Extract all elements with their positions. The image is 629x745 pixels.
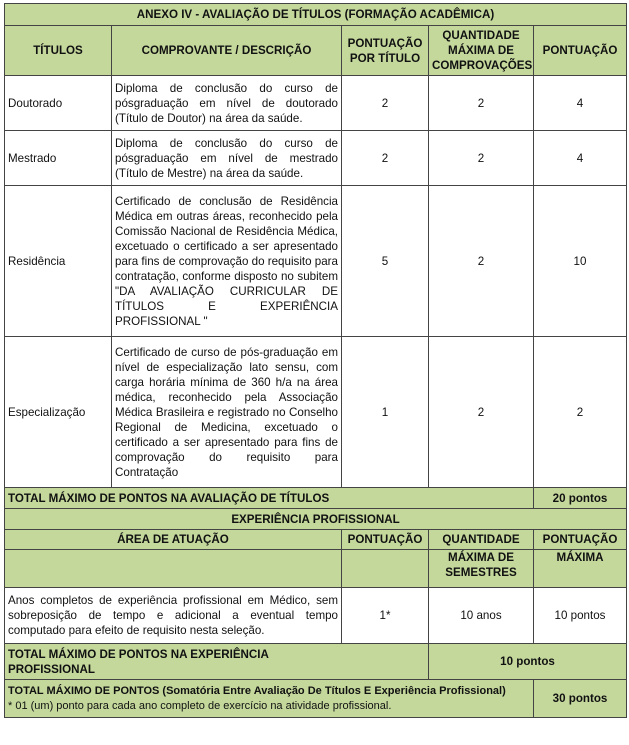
experiencia-maxima: 10 pontos <box>534 588 627 644</box>
row-pontuacao: 10 <box>534 186 627 337</box>
row-descricao: Certificado de curso de pós-graduação em nível de especialização lato sensu, com carga horária mínima de 360 h/a na área médica, reconhecido pela Associação Médica Brasileira e registrado no Conselho Regional de Medicina, excetuado o certificado a ser apresentado para fins de comprovação do requisito para Contratação <box>112 337 342 488</box>
header-maxima-semestres: MÁXIMA DE SEMESTRES <box>429 550 534 588</box>
row-pontuacao-por-titulo: 1 <box>342 337 429 488</box>
header-comprovante: COMPROVANTE / DESCRIÇÃO <box>112 26 342 76</box>
row-quantidade: 2 <box>429 76 534 131</box>
experiencia-descricao: Anos completos de experiência profissional em Médico, sem sobreposição de tempo e adicional a eventual tempo computado para efeito de requisito nesta seleção. <box>5 588 342 644</box>
table-row <box>5 131 627 186</box>
row-titulo: Residência <box>5 186 112 337</box>
row-descricao: Diploma de conclusão do curso de pósgraduação em nível de doutorado (Título de Doutor) na área da saúde. <box>112 76 342 131</box>
annex-title: ANEXO IV - AVALIAÇÃO DE TÍTULOS (FORMAÇÃO ACADÊMICA) <box>5 4 627 26</box>
header-area-atuacao: ÁREA DE ATUAÇÃO <box>5 530 342 550</box>
header-pontuacao-por-titulo: PONTUAÇÃO POR TÍTULO <box>342 26 429 76</box>
total-geral-value: 30 pontos <box>534 680 627 718</box>
row-quantidade: 2 <box>429 337 534 488</box>
row-pontuacao: 2 <box>534 337 627 488</box>
header-exp-quantidade: QUANTIDADE <box>429 530 534 550</box>
total-geral-note: * 01 (um) ponto para cada ano completo de exercício na atividade profissional. <box>8 699 392 712</box>
row-pontuacao: 4 <box>534 76 627 131</box>
row-pontuacao-por-titulo: 5 <box>342 186 429 337</box>
row-titulo: Especialização <box>5 337 112 488</box>
row-quantidade: 2 <box>429 186 534 337</box>
annex-iv-table <box>4 3 627 718</box>
row-pontuacao: 4 <box>534 131 627 186</box>
header-quantidade-maxima: QUANTIDADE MÁXIMA DE COMPROVAÇÕES <box>429 26 534 76</box>
total-experiencia-value: 10 pontos <box>429 644 627 680</box>
header-pontuacao: PONTUAÇÃO <box>534 26 627 76</box>
header-pontuacao-blank <box>342 550 429 588</box>
row-quantidade: 2 <box>429 131 534 186</box>
row-descricao: Diploma de conclusão do curso de pósgraduação em nível de mestrado (Título de Mestre) na área da saúde. <box>112 131 342 186</box>
experiencia-section-title: EXPERIÊNCIA PROFISSIONAL <box>5 509 627 530</box>
table-row <box>5 337 627 488</box>
total-geral-label: TOTAL MÁXIMO DE PONTOS (Somatória Entre Avaliação De Títulos E Experiência Profissional) * 01 (um) ponto para cada ano completo de exercício na atividade profissional. <box>5 680 534 718</box>
row-pontuacao-por-titulo: 2 <box>342 131 429 186</box>
experiencia-pontuacao: 1* <box>342 588 429 644</box>
table-row <box>5 76 627 131</box>
total-titulos-label: TOTAL MÁXIMO DE PONTOS NA AVALIAÇÃO DE TÍTULOS <box>5 488 534 509</box>
header-titulos: TÍTULOS <box>5 26 112 76</box>
experiencia-quantidade: 10 anos <box>429 588 534 644</box>
header-area-blank <box>5 550 342 588</box>
header-maxima: MÁXIMA <box>534 550 627 588</box>
row-titulo: Doutorado <box>5 76 112 131</box>
header-exp-pontuacao-2: PONTUAÇÃO <box>534 530 627 550</box>
row-titulo: Mestrado <box>5 131 112 186</box>
row-descricao: Certificado de conclusão de Residência Médica em outras áreas, reconhecido pela Comissão Nacional de Residência Médica, excetuado o certificado a ser apresentado para fins de comprovação do requisito para contratação, conforme disposto no subitem "DA AVALIAÇÃO CURRICULAR DE TÍTULOS E EXPERIÊNCIA PROFISSIONAL " <box>112 186 342 337</box>
table-row <box>5 186 627 337</box>
header-exp-pontuacao: PONTUAÇÃO <box>342 530 429 550</box>
total-experiencia-label: TOTAL MÁXIMO DE PONTOS NA EXPERIÊNCIA PROFISSIONAL <box>5 644 429 680</box>
row-pontuacao-por-titulo: 2 <box>342 76 429 131</box>
total-titulos-value: 20 pontos <box>534 488 627 509</box>
table-row <box>5 588 627 644</box>
